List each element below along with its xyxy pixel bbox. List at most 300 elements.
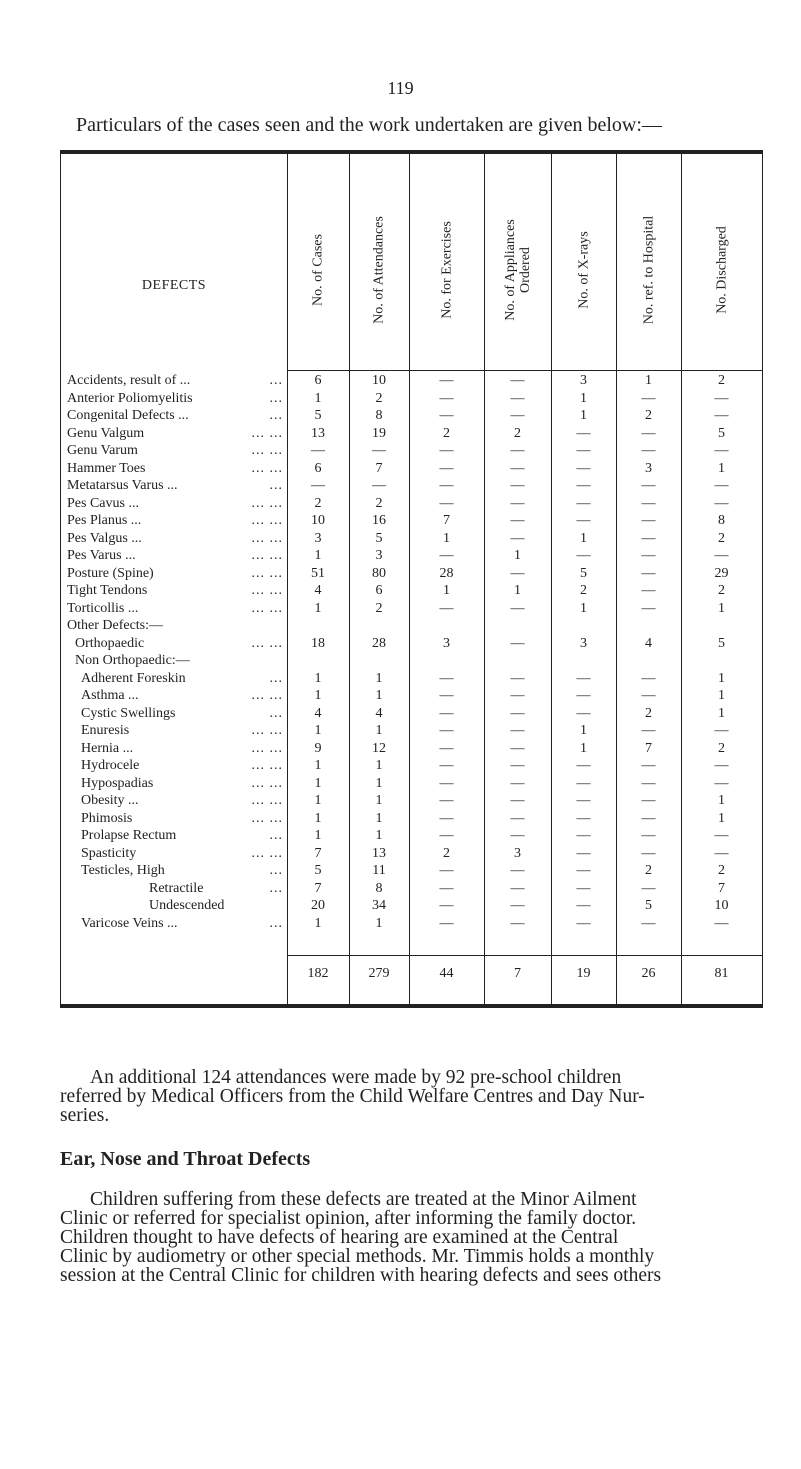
cell-cases: 1 xyxy=(314,828,322,843)
cell-xrays: — xyxy=(576,443,591,458)
cell-hospital: 1 xyxy=(645,373,652,388)
row-label: Other Defects:— xyxy=(67,618,164,633)
table-row xyxy=(61,759,762,773)
cell-cases: 1 xyxy=(314,548,322,563)
row-label: Posture (Spine) xyxy=(67,565,154,581)
cell-xrays: 1 xyxy=(580,740,587,756)
cell-appliances: — xyxy=(510,670,525,686)
cell-xrays: — xyxy=(576,705,591,721)
table-row xyxy=(61,847,762,861)
leader-dots: ... ... xyxy=(251,635,283,651)
column-divider xyxy=(287,154,288,1004)
cell-appliances: — xyxy=(510,723,525,738)
total-hospital: 26 xyxy=(641,966,656,981)
cell-appliances: 3 xyxy=(514,845,521,861)
cell-exercises: 2 xyxy=(443,425,450,441)
cell-xrays: 3 xyxy=(580,635,587,651)
cell-exercises: — xyxy=(439,390,454,406)
cell-hospital: — xyxy=(641,775,656,791)
cell-cases: — xyxy=(311,443,325,458)
cell-hospital: — xyxy=(641,670,656,686)
cell-exercises: 2 xyxy=(443,845,450,861)
leader-dots: ... xyxy=(269,880,283,896)
cell-xrays: — xyxy=(576,758,591,773)
table-row xyxy=(61,794,762,808)
table-row xyxy=(61,829,762,843)
cell-attendances: 28 xyxy=(372,635,386,651)
leader-dots: ... ... xyxy=(251,583,283,598)
row-label: Pes Valgus ... xyxy=(67,530,142,546)
table-row xyxy=(61,637,762,651)
cell-hospital: — xyxy=(641,548,656,563)
cell-discharged: 5 xyxy=(718,635,725,651)
cell-exercises: — xyxy=(439,373,454,388)
cell-cases: 5 xyxy=(314,863,322,878)
cell-discharged: 1 xyxy=(718,688,725,703)
cell-cases: — xyxy=(311,478,325,493)
cell-discharged: 2 xyxy=(718,583,725,598)
cell-hospital: — xyxy=(641,688,656,703)
cell-discharged: 29 xyxy=(714,565,729,581)
leader-dots: ... xyxy=(269,408,283,423)
cell-xrays: — xyxy=(576,460,591,476)
cell-exercises: — xyxy=(439,740,454,756)
cell-exercises: — xyxy=(439,880,454,896)
row-label: Hernia ... xyxy=(81,740,134,756)
table-row xyxy=(61,444,762,458)
cell-discharged: 2 xyxy=(718,530,725,546)
cell-cases: 4 xyxy=(314,583,322,598)
leader-dots: ... ... xyxy=(251,793,283,808)
table-row xyxy=(61,549,762,563)
cell-xrays: — xyxy=(576,863,591,878)
table-row xyxy=(61,374,762,388)
cell-xrays: — xyxy=(576,880,591,896)
cell-exercises: 28 xyxy=(439,565,454,581)
cell-cases: 7 xyxy=(314,880,322,896)
leader-dots: ... ... xyxy=(251,775,283,791)
cell-appliances: — xyxy=(510,810,525,826)
total-xrays: 19 xyxy=(576,966,591,981)
cell-hospital: — xyxy=(641,793,656,808)
column-header-cases xyxy=(287,166,349,374)
cell-discharged: 1 xyxy=(718,705,725,721)
cell-xrays: 2 xyxy=(580,583,587,598)
cell-hospital: — xyxy=(641,425,656,441)
column-header-text: No. of Cases xyxy=(310,234,326,306)
cell-xrays: — xyxy=(576,810,591,826)
table-row xyxy=(61,532,762,546)
row-label: Genu Valgum xyxy=(67,425,145,441)
paragraph-line: Children suffering from these defects are treated at the Minor Ailment xyxy=(90,1189,637,1210)
cell-cases: 5 xyxy=(314,408,322,423)
cell-appliances: — xyxy=(510,793,525,808)
table-row xyxy=(61,899,762,913)
leader-dots: ... ... xyxy=(251,758,283,773)
cell-appliances: — xyxy=(510,863,525,878)
cell-attendances: 4 xyxy=(375,705,383,721)
cell-hospital: 4 xyxy=(645,635,652,651)
cell-hospital: — xyxy=(641,723,656,738)
paragraph-line: session at the Central Clinic for children with hearing defects and sees others xyxy=(60,1265,662,1286)
cell-appliances: — xyxy=(510,495,525,511)
paragraph-line: An additional 124 attendances were made by 92 pre-school children xyxy=(90,1067,622,1088)
column-divider xyxy=(681,154,682,1004)
table-row xyxy=(61,602,762,616)
column-header-text: No. of Attendances xyxy=(371,216,387,324)
cell-hospital: — xyxy=(641,530,656,546)
cell-xrays: — xyxy=(576,495,591,511)
cell-attendances: 8 xyxy=(375,880,383,896)
cell-exercises: 7 xyxy=(443,513,450,528)
column-divider xyxy=(551,154,552,1004)
table-row xyxy=(61,567,762,581)
cell-discharged: 10 xyxy=(714,898,729,913)
page-number: 119 xyxy=(387,78,414,98)
cell-appliances: 1 xyxy=(514,548,521,563)
cell-discharged: 8 xyxy=(718,513,725,528)
cell-cases: 1 xyxy=(314,793,322,808)
column-header-exercises xyxy=(409,166,484,374)
leader-dots: ... ... xyxy=(251,548,283,563)
cell-hospital: — xyxy=(641,513,656,528)
cell-discharged: — xyxy=(714,408,729,423)
leader-dots: ... ... xyxy=(251,810,283,826)
cell-attendances: 8 xyxy=(375,408,383,423)
cell-attendances: 5 xyxy=(375,530,383,546)
cell-appliances: — xyxy=(510,898,525,913)
row-label: Metatarsus Varus ... xyxy=(67,478,178,493)
cell-xrays: — xyxy=(576,478,591,493)
cell-exercises: — xyxy=(439,828,454,843)
leader-dots: ... ... xyxy=(251,425,283,441)
cell-xrays: — xyxy=(576,775,591,791)
table-row xyxy=(61,812,762,826)
row-label: Spasticity xyxy=(81,845,137,861)
cell-discharged: 1 xyxy=(718,600,725,616)
cell-attendances: 11 xyxy=(372,863,386,878)
cell-hospital: 5 xyxy=(645,898,652,913)
row-label: Enuresis xyxy=(81,723,130,738)
cell-xrays: 3 xyxy=(580,373,587,388)
cell-hospital: 2 xyxy=(645,705,652,721)
row-label: Tight Tendons xyxy=(67,583,148,598)
cell-appliances: — xyxy=(510,828,525,843)
cell-attendances: 2 xyxy=(375,600,383,616)
cell-discharged: — xyxy=(714,828,729,843)
cell-cases: 1 xyxy=(314,723,322,738)
cell-discharged: 2 xyxy=(718,863,725,878)
cell-xrays: 1 xyxy=(580,408,587,423)
paragraph-line: Clinic by audiometry or other special methods. Mr. Timmis holds a monthly xyxy=(60,1246,655,1267)
column-divider xyxy=(409,154,410,1004)
cell-hospital: — xyxy=(641,565,656,581)
cell-xrays: 1 xyxy=(580,600,587,616)
cell-hospital: — xyxy=(641,443,656,458)
cell-xrays: — xyxy=(576,828,591,843)
leader-dots: ... ... xyxy=(251,513,283,528)
leader-dots: ... xyxy=(269,390,283,406)
section-heading-ent: Ear, Nose and Throat Defects xyxy=(60,1148,311,1170)
leader-dots: ... ... xyxy=(251,460,283,476)
cell-attendances: 1 xyxy=(375,828,383,843)
cell-exercises: — xyxy=(439,723,454,738)
paragraph-line: series. xyxy=(60,1105,110,1126)
cell-discharged: — xyxy=(714,443,729,458)
cell-appliances: — xyxy=(510,600,525,616)
total-appliances: 7 xyxy=(514,966,521,981)
row-label: Retractile xyxy=(149,880,204,896)
table-row xyxy=(61,514,762,528)
cell-hospital: — xyxy=(641,828,656,843)
cell-xrays: 1 xyxy=(580,723,587,738)
cell-appliances: — xyxy=(510,513,525,528)
table-row xyxy=(61,777,762,791)
leader-dots: ... xyxy=(269,828,283,843)
cell-cases: 1 xyxy=(314,688,322,703)
row-label: Testicles, High xyxy=(81,863,165,878)
cell-discharged: — xyxy=(714,775,729,791)
cell-cases: 1 xyxy=(314,810,322,826)
cell-attendances: — xyxy=(372,443,386,458)
cell-xrays: — xyxy=(576,513,591,528)
column-divider xyxy=(616,154,617,1004)
row-label: Hypospadias xyxy=(81,775,154,791)
row-label: Varicose Veins ... xyxy=(81,915,178,931)
leader-dots: ... ... xyxy=(251,600,283,616)
cell-discharged: 1 xyxy=(718,460,725,476)
cell-hospital: — xyxy=(641,495,656,511)
cell-discharged: 2 xyxy=(718,740,725,756)
cell-attendances: 6 xyxy=(375,583,383,598)
totals-rule xyxy=(287,955,762,956)
cell-cases: 2 xyxy=(314,495,322,511)
row-label: Hydrocele xyxy=(81,758,140,773)
leader-dots: ... ... xyxy=(251,688,283,703)
cell-xrays: — xyxy=(576,688,591,703)
cell-hospital: 3 xyxy=(645,460,652,476)
cell-exercises: — xyxy=(439,670,454,686)
cell-xrays: — xyxy=(576,793,591,808)
row-label: Undescended xyxy=(149,898,225,913)
leader-dots: ... xyxy=(269,478,283,493)
cell-cases: 7 xyxy=(314,845,322,861)
cell-appliances: — xyxy=(510,565,525,581)
cell-cases: 1 xyxy=(314,758,322,773)
cell-appliances: — xyxy=(510,740,525,756)
cell-exercises: — xyxy=(439,915,454,931)
leader-dots: ... xyxy=(269,863,283,878)
column-header-appliances xyxy=(484,166,551,374)
cell-discharged: — xyxy=(714,723,729,738)
cell-hospital: — xyxy=(641,915,656,931)
cell-xrays: — xyxy=(576,425,591,441)
cell-cases: 51 xyxy=(311,565,325,581)
cell-exercises: — xyxy=(439,898,454,913)
cell-discharged: — xyxy=(714,478,729,493)
cell-exercises: — xyxy=(439,810,454,826)
table-row xyxy=(61,462,762,476)
cell-attendances: 1 xyxy=(375,723,383,738)
cell-appliances: — xyxy=(510,478,525,493)
cell-exercises: — xyxy=(439,793,454,808)
row-label: Torticollis ... xyxy=(67,600,139,616)
cell-xrays: — xyxy=(576,548,591,563)
cell-exercises: — xyxy=(439,495,454,511)
cell-cases: 1 xyxy=(314,670,322,686)
cell-discharged: — xyxy=(714,548,729,563)
cell-attendances: 1 xyxy=(375,688,383,703)
column-header-xrays xyxy=(551,166,616,374)
cell-cases: 6 xyxy=(314,373,322,388)
cell-hospital: — xyxy=(641,810,656,826)
cell-exercises: — xyxy=(439,863,454,878)
table-row xyxy=(61,427,762,441)
intro-sentence: Particulars of the cases seen and the work undertaken are given below:— xyxy=(76,114,662,136)
table-row xyxy=(61,497,762,511)
row-label: Pes Varus ... xyxy=(67,548,136,563)
cell-attendances: 1 xyxy=(375,793,383,808)
cell-appliances: — xyxy=(510,408,525,423)
cell-hospital: — xyxy=(641,600,656,616)
column-header-text: No. of Appliances Ordered xyxy=(502,219,533,321)
paragraph-line: referred by Medical Officers from the Child Welfare Centres and Day Nur- xyxy=(60,1086,645,1107)
cell-hospital: — xyxy=(641,390,656,406)
cell-exercises: — xyxy=(439,478,454,493)
leader-dots: ... ... xyxy=(251,845,283,861)
cell-appliances: — xyxy=(510,373,525,388)
cell-discharged: — xyxy=(714,758,729,773)
cell-appliances: — xyxy=(510,530,525,546)
column-header-discharged xyxy=(681,166,762,374)
column-header-text: No. for Exercises xyxy=(439,221,454,319)
cell-exercises: 3 xyxy=(443,635,450,651)
cell-discharged: 1 xyxy=(718,670,725,686)
row-label: Phimosis xyxy=(81,810,133,826)
column-header-attendances xyxy=(349,166,409,374)
cell-hospital: — xyxy=(641,583,656,598)
cell-exercises: — xyxy=(439,443,454,458)
leader-dots: ... xyxy=(269,915,283,931)
leader-dots: ... ... xyxy=(251,723,283,738)
cell-xrays: 1 xyxy=(580,530,587,546)
column-divider xyxy=(484,154,485,1004)
table-row xyxy=(61,584,762,598)
table-row xyxy=(61,654,762,668)
additional-attendances-paragraph xyxy=(60,1068,760,1125)
cell-appliances: — xyxy=(510,460,525,476)
ent-paragraph xyxy=(60,1190,780,1285)
cell-hospital: 7 xyxy=(645,740,652,756)
cell-xrays: — xyxy=(576,845,591,861)
leader-dots: ... ... xyxy=(251,443,283,458)
cell-appliances: — xyxy=(510,688,525,703)
cell-attendances: 7 xyxy=(375,460,383,476)
cell-cases: 1 xyxy=(314,775,322,791)
table-row xyxy=(61,707,762,721)
cell-cases: 1 xyxy=(314,600,322,616)
cell-attendances: 10 xyxy=(372,373,386,388)
cell-attendances: 80 xyxy=(372,565,386,581)
row-label: Anterior Poliomyelitis xyxy=(67,390,193,406)
cell-cases: 3 xyxy=(314,530,322,546)
cell-discharged: — xyxy=(714,845,729,861)
cell-attendances: 2 xyxy=(375,495,383,511)
cell-cases: 1 xyxy=(314,915,322,931)
row-label: Congenital Defects ... xyxy=(67,408,189,423)
cell-appliances: — xyxy=(510,880,525,896)
leader-dots: ... ... xyxy=(251,565,283,581)
cell-attendances: 16 xyxy=(372,513,386,528)
cell-cases: 13 xyxy=(311,425,325,441)
cell-discharged: 7 xyxy=(718,880,725,896)
cell-attendances: 34 xyxy=(372,898,386,913)
cell-exercises: — xyxy=(439,600,454,616)
column-header-text: No. of X-rays xyxy=(576,231,591,309)
column-header-hospital xyxy=(616,166,681,374)
table-row xyxy=(61,689,762,703)
row-label: Prolapse Rectum xyxy=(81,828,177,843)
cell-cases: 10 xyxy=(311,513,325,528)
cell-exercises: — xyxy=(439,758,454,773)
cell-cases: 18 xyxy=(311,635,325,651)
cell-hospital: — xyxy=(641,845,656,861)
cell-discharged: — xyxy=(714,495,729,511)
cell-exercises: — xyxy=(439,688,454,703)
cell-hospital: 2 xyxy=(645,408,652,423)
row-label: Obesity ... xyxy=(81,793,139,808)
table-row xyxy=(61,917,762,931)
cell-hospital: 2 xyxy=(645,863,652,878)
total-cases: 182 xyxy=(307,966,329,981)
table-row xyxy=(61,479,762,493)
row-label: Non Orthopaedic:— xyxy=(75,653,190,668)
table-row xyxy=(61,882,762,896)
row-label: Orthopaedic xyxy=(75,635,145,651)
cell-appliances: — xyxy=(510,915,525,931)
cell-discharged: — xyxy=(714,915,729,931)
cell-discharged: — xyxy=(714,390,729,406)
cell-hospital: — xyxy=(641,758,656,773)
cell-attendances: 1 xyxy=(375,670,383,686)
cell-attendances: 1 xyxy=(375,915,383,931)
cell-exercises: 1 xyxy=(443,530,450,546)
leader-dots: ... xyxy=(269,373,283,388)
cell-cases: 1 xyxy=(314,390,322,406)
row-label: Accidents, result of ... xyxy=(67,373,191,388)
leader-dots: ... ... xyxy=(251,530,283,546)
cell-hospital: — xyxy=(641,478,656,493)
header-rule xyxy=(287,370,762,371)
table-row xyxy=(61,724,762,738)
cell-appliances: 2 xyxy=(514,425,521,441)
cell-appliances: 1 xyxy=(514,583,521,598)
cell-xrays: 5 xyxy=(580,565,587,581)
cell-appliances: — xyxy=(510,758,525,773)
table-row xyxy=(61,672,762,686)
cell-cases: 4 xyxy=(314,705,322,721)
cell-attendances: 3 xyxy=(375,548,383,563)
cell-appliances: — xyxy=(510,775,525,791)
cell-cases: 20 xyxy=(311,898,325,913)
cell-cases: 6 xyxy=(314,460,322,476)
cell-exercises: — xyxy=(439,460,454,476)
column-header-text: No. Discharged xyxy=(714,226,729,314)
cell-xrays: 1 xyxy=(580,390,587,406)
cell-attendances: 1 xyxy=(375,758,383,773)
cell-appliances: — xyxy=(510,443,525,458)
cell-attendances: 12 xyxy=(372,740,386,756)
